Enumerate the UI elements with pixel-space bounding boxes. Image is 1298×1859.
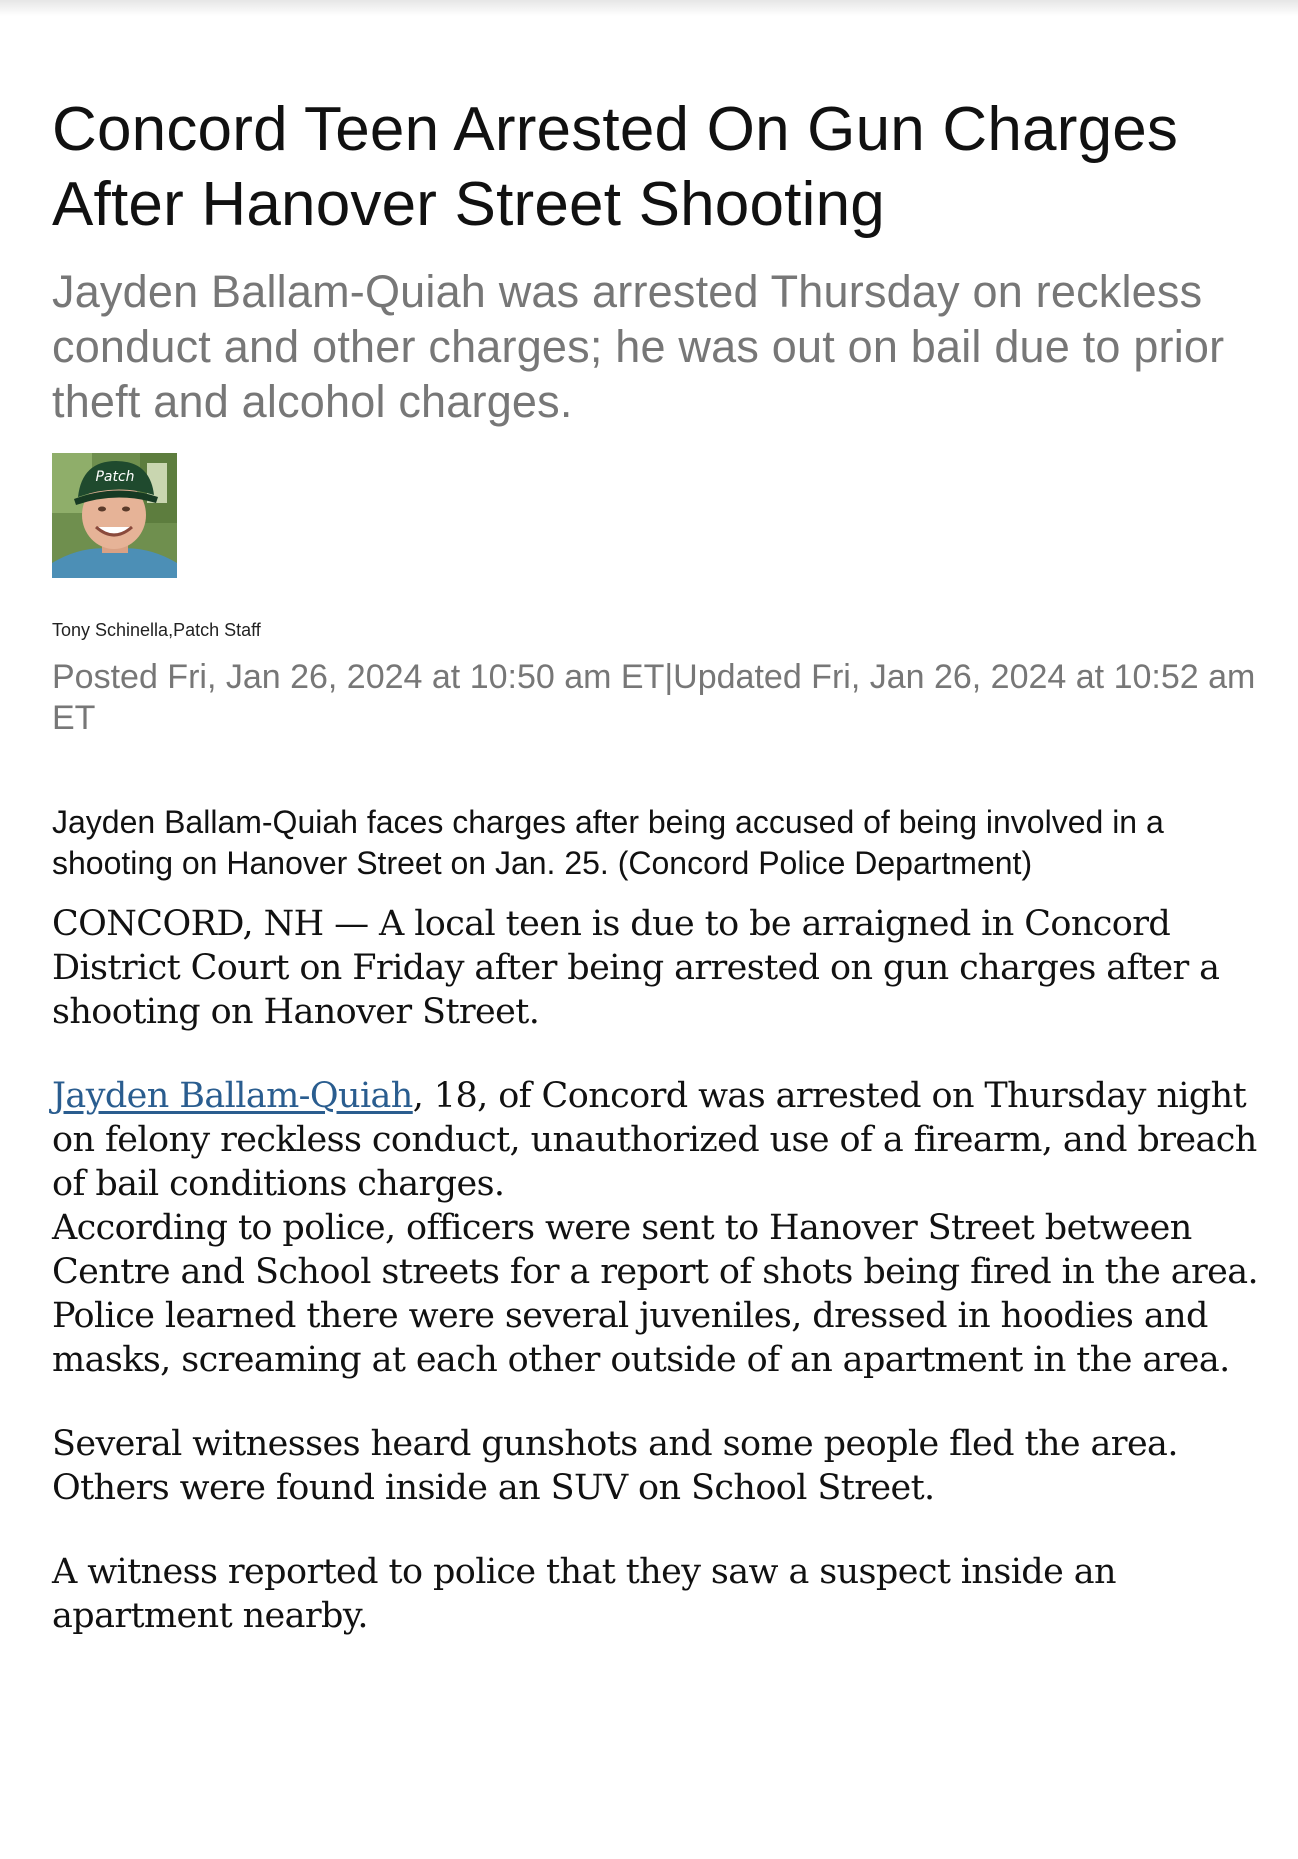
- post-dates: Posted Fri, Jan 26, 2024 at 10:50 am ET|Updated Fri, Jan 26, 2024 at 10:52 am ET: [52, 658, 1256, 737]
- suspect-name-link[interactable]: Jayden Ballam-Quiah: [52, 1076, 413, 1116]
- paragraph-2: [52, 1074, 1282, 1206]
- paragraph-3: According to police, officers were sent to Hanover Street between Centre and School streets for a report of shots being fired in the area. Police learned there were several juveniles, dressed in hoodies and masks, screaming at each other outside of an apartment in the area.: [52, 1208, 1259, 1380]
- paragraph-1: CONCORD, NH — A local teen is due to be arraigned in Concord District Court on Friday after being arrested on gun charges after a shooting on Hanover Street.: [52, 904, 1220, 1032]
- top-shadow: [0, 0, 1298, 16]
- author-avatar[interactable]: [52, 453, 177, 578]
- paragraph-4: Several witnesses heard gunshots and some people fled the area. Others were found inside an SUV on School Street.: [52, 1424, 1178, 1508]
- headline: Concord Teen Arrested On Gun Charges After Hanover Street Shooting: [52, 95, 1179, 239]
- subheadline: Jayden Ballam-Quiah was arrested Thursday on reckless conduct and other charges; he was out on bail due to prior theft and alcohol charges.: [52, 266, 1225, 427]
- author-byline[interactable]: Tony Schinella,Patch Staff: [52, 620, 261, 640]
- avatar-cap-text: Patch: [95, 469, 135, 485]
- photo-caption: Jayden Ballam-Quiah faces charges after being accused of being involved in a shooting on Hanover Street on Jan. 25. (Concord Police Department): [52, 804, 1164, 881]
- paragraph-5: A witness reported to police that they saw a suspect inside an apartment nearby.: [52, 1552, 1116, 1636]
- article: [52, 92, 1282, 1638]
- paragraph-2-text: , 18, of Concord was arrested on Thursday night on felony reckless conduct, unauthorized use of a firearm, and breach of bail conditions charges.: [52, 1076, 1257, 1204]
